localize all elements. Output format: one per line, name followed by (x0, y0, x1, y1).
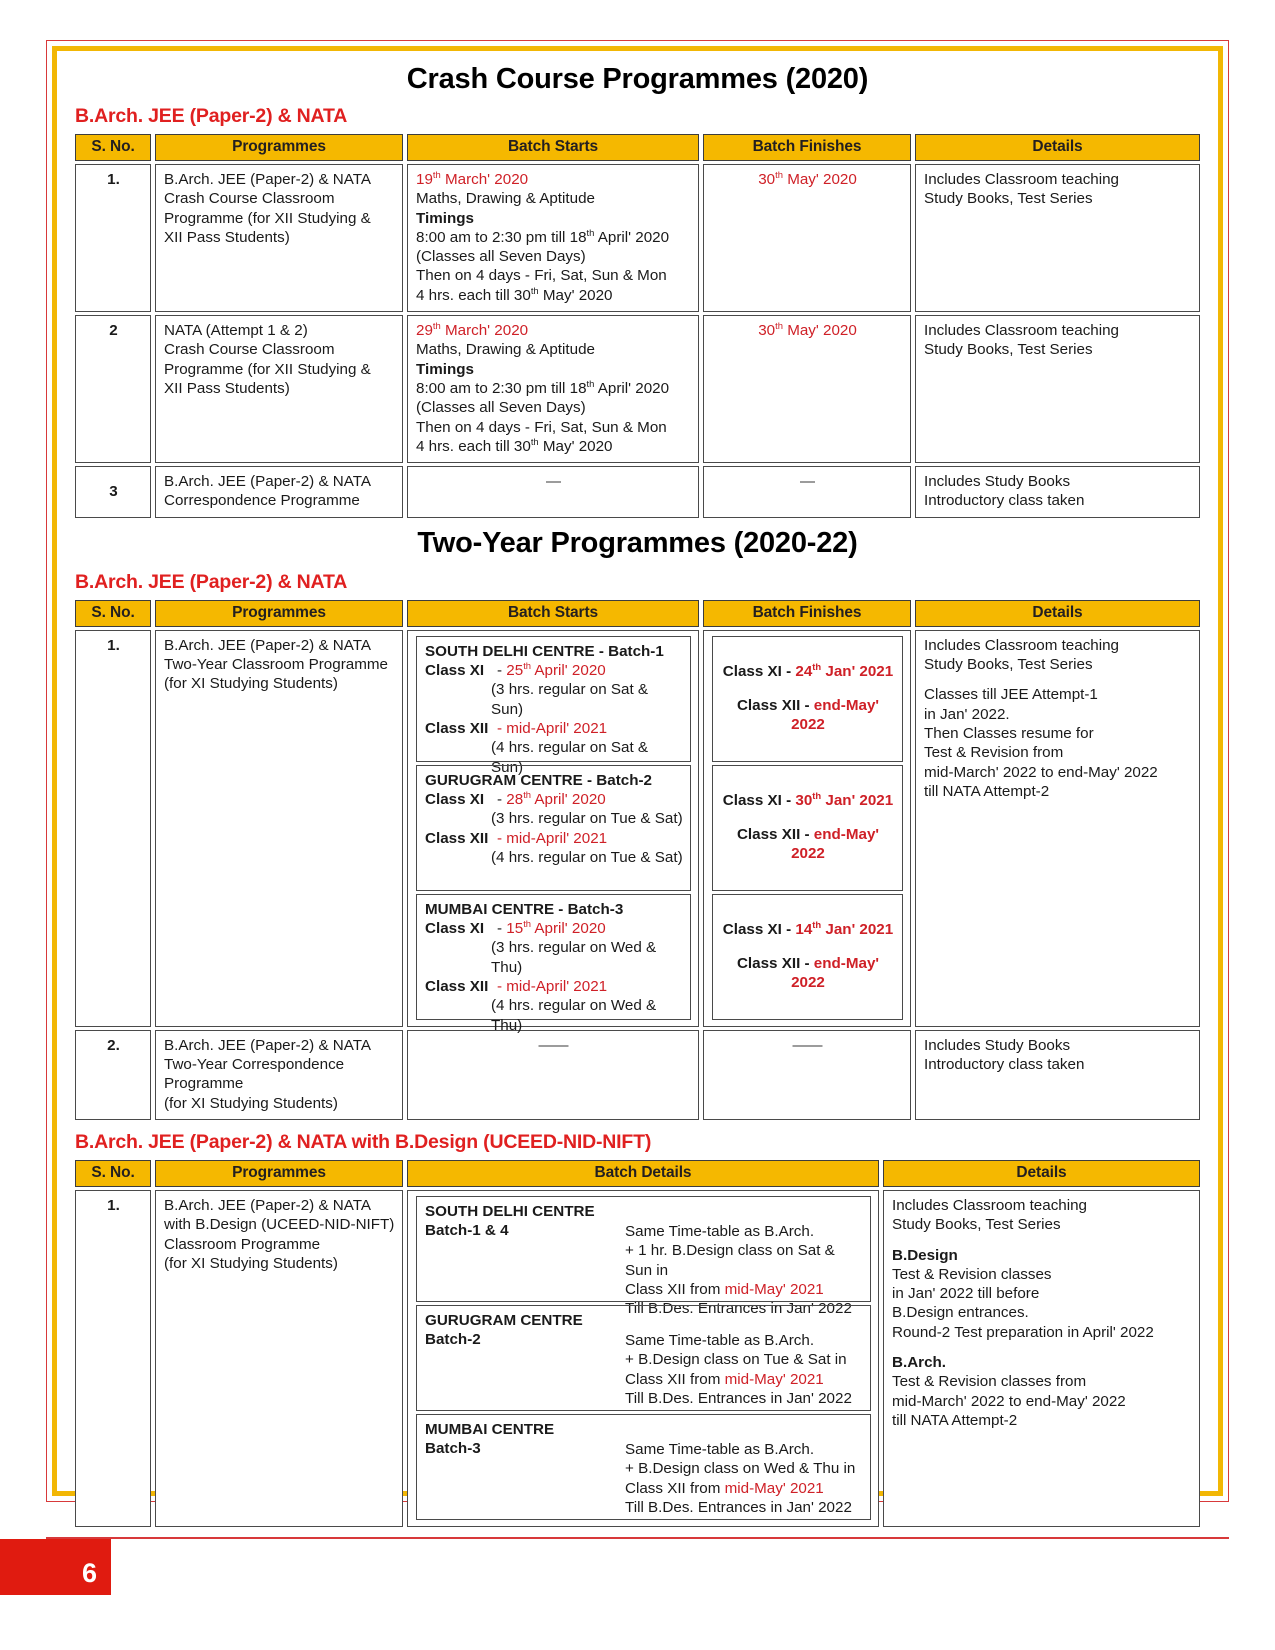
row-details (915, 630, 1200, 1027)
page-border-inner (52, 46, 1223, 1516)
timing-line: (Classes all Seven Days) (416, 399, 586, 417)
bdesign-centre-mumbai (416, 1414, 871, 1520)
details-spacer (924, 674, 1192, 685)
details-line: Classes till JEE Attempt-1 (924, 686, 1098, 704)
two-year-subtitle: B.Arch. JEE (Paper-2) & NATA (75, 570, 348, 593)
finish-label: Class XII - (736, 696, 810, 714)
row-batch-starts (407, 315, 699, 463)
details-line: in Jan' 2022 till before (892, 1285, 1040, 1303)
bdesign-centre-gurugram (416, 1305, 871, 1411)
class-xi-line (425, 790, 683, 809)
row-batch-starts (407, 164, 699, 312)
batch-label: Batch-1 & 4 (425, 1222, 509, 1240)
row-programme (155, 1190, 403, 1527)
batch-finish-date: 30th May' 2020 (758, 320, 857, 340)
details-line: Test & Revision classes (892, 1265, 1052, 1283)
bdesign-right-spacer (625, 1202, 863, 1222)
class-xii-line (425, 719, 683, 738)
bdesign-right-spacer (625, 1311, 863, 1331)
class-date: mid-May' 2021 (724, 1280, 824, 1298)
bdesign-centre-left (425, 1311, 625, 1408)
row-programme (155, 164, 403, 312)
details-line: Includes Study Books (924, 1036, 1071, 1054)
bdesign-line: Same Time-table as B.Arch. (625, 1331, 815, 1349)
centre-block-gurugram (416, 765, 691, 891)
finish-value: 30th Jan' 2021 (795, 790, 894, 810)
class-date: mid-May' 2021 (724, 1370, 824, 1388)
programme-line: Programme (164, 1075, 244, 1093)
finish-xi (721, 662, 895, 681)
class-date: - 28th April' 2020 (497, 788, 606, 809)
finish-xi (721, 791, 895, 810)
centre-heading: MUMBAI CENTRE (425, 1420, 555, 1438)
details-line: Includes Classroom teaching (924, 171, 1120, 188)
row-sno: 3 (75, 466, 151, 518)
timings-label: Timings (416, 360, 474, 378)
row-batch-details (407, 1190, 879, 1527)
class-prefix: Class XII from (625, 1280, 721, 1298)
timing-line: 8:00 am to 2:30 pm till 18th April' 2020 (416, 377, 670, 397)
table-row (75, 1030, 1200, 1120)
bdesign-centre-row (425, 1311, 863, 1408)
bdesign-class-line (625, 1479, 863, 1498)
details-line: in Jan' 2022. (924, 705, 1010, 723)
details-heading-bdesign: B.Design (892, 1246, 958, 1264)
batch-start-date: 19th March' 2020 (416, 168, 529, 188)
timing-line: 4 hrs. each till 30th May' 2020 (416, 284, 613, 304)
programme-line: NATA (Attempt 1 & 2) (164, 322, 308, 340)
class-label: Class XII (425, 977, 489, 995)
finish-xii (721, 954, 895, 993)
batch-label: Batch-2 (425, 1331, 481, 1349)
table-header-row (75, 134, 1200, 161)
programme-line: (for XI Studying Students) (164, 1254, 338, 1272)
empty-dash: —— (538, 1036, 569, 1054)
class-note: (4 hrs. regular on Wed & Thu) (491, 997, 657, 1034)
col-header-programmes: Programmes (155, 134, 403, 161)
finish-value: 14th Jan' 2021 (795, 919, 894, 939)
class-note: (3 hrs. regular on Sat & Sun) (491, 681, 649, 718)
row-batch-starts (407, 466, 699, 518)
two-year-table (71, 597, 1204, 1123)
programme-line: B.Arch. JEE (Paper-2) & NATA (164, 473, 372, 491)
col-header-details: Details (915, 600, 1200, 627)
programme-line: Programme (for XII Studying & (164, 360, 371, 378)
timing-line: Then on 4 days - Fri, Sat, Sun & Mon (416, 418, 667, 436)
page-title-crash-course: Crash Course Programmes (2020) (406, 63, 869, 95)
details-line: Includes Classroom teaching (892, 1196, 1088, 1214)
bdesign-centre-south-delhi (416, 1196, 871, 1318)
row-batch-finishes (703, 164, 911, 312)
programme-line: B.Arch. JEE (Paper-2) & NATA (164, 1036, 372, 1054)
col-header-batch-starts: Batch Starts (407, 600, 699, 627)
row-details (915, 164, 1200, 312)
timing-line: Then on 4 days - Fri, Sat, Sun & Mon (416, 267, 667, 285)
details-spacer (892, 1235, 1192, 1246)
programme-line: Crash Course Classroom (164, 341, 335, 359)
details-line: Introductory class taken (924, 492, 1085, 510)
finish-value: end-May' 2022 (791, 696, 880, 733)
finish-block-south-delhi (712, 636, 903, 762)
row-batch-starts (407, 630, 699, 1034)
centre-heading: MUMBAI CENTRE - Batch-3 (425, 900, 624, 918)
bdesign-centre-row (425, 1420, 863, 1517)
details-line: Introductory class taken (924, 1056, 1085, 1074)
class-label: Class XI (425, 920, 485, 938)
details-line: Then Classes resume for (924, 724, 1094, 742)
footer-divider (46, 1537, 1229, 1539)
programme-line: B.Arch. JEE (Paper-2) & NATA (164, 636, 372, 654)
empty-dash: — (546, 473, 561, 491)
row-programme (155, 1030, 403, 1120)
finish-value: end-May' 2022 (791, 954, 880, 991)
row-sno: 1. (75, 630, 151, 1027)
centre-block-south-delhi (416, 636, 691, 776)
class-date: - mid-April' 2021 (497, 829, 608, 847)
finish-value: 24th Jan' 2021 (795, 661, 894, 681)
details-line: mid-March' 2022 to end-May' 2022 (892, 1392, 1126, 1410)
details-line: till NATA Attempt-2 (892, 1411, 1018, 1429)
class-date: - 15th April' 2020 (497, 917, 606, 938)
finish-xii (721, 825, 895, 864)
batch-subjects: Maths, Drawing & Aptitude (416, 190, 595, 208)
bdesign-centre-right (625, 1420, 863, 1517)
bdesign-line: Till B.Des. Entrances in Jan' 2022 (625, 1498, 852, 1516)
bdesign-centre-left (425, 1202, 625, 1318)
details-line: till NATA Attempt-2 (924, 782, 1050, 800)
details-line: Includes Study Books (924, 473, 1071, 491)
finish-block-gurugram (712, 765, 903, 891)
programme-line: XII Pass Students) (164, 228, 290, 246)
page-number: 6 (81, 1558, 97, 1588)
crash-course-title-row (71, 63, 1204, 101)
finish-label: Class XI - (722, 792, 792, 810)
col-header-details: Details (883, 1160, 1200, 1187)
programme-line: B.Arch. JEE (Paper-2) & NATA (164, 171, 372, 188)
programme-line: Two-Year Classroom Programme (164, 656, 388, 674)
class-note: (4 hrs. regular on Sat & Sun) (491, 739, 649, 776)
bdesign-centre-left (425, 1420, 625, 1517)
row-details (883, 1190, 1200, 1527)
programme-line: (for XI Studying Students) (164, 1094, 338, 1112)
row-batch-starts (407, 1030, 699, 1120)
centre-heading: SOUTH DELHI CENTRE - Batch-1 (425, 642, 664, 660)
bdesign-right-spacer (625, 1420, 863, 1440)
bdesign-centre-right (625, 1311, 863, 1408)
timings-label: Timings (416, 209, 474, 227)
row-programme (155, 630, 403, 1027)
finish-list (712, 636, 903, 1020)
empty-dash: —— (792, 1036, 823, 1054)
programme-line: Crash Course Classroom (164, 190, 335, 208)
centre-list (416, 636, 691, 1034)
programme-line: XII Pass Students) (164, 379, 290, 397)
details-line: Test & Revision classes from (892, 1373, 1087, 1391)
class-note: (3 hrs. regular on Tue & Sat) (491, 810, 683, 828)
row-batch-finishes (703, 1030, 911, 1120)
class-label: Class XI (425, 662, 485, 680)
details-line: B.Design entrances. (892, 1304, 1029, 1322)
details-line: Includes Classroom teaching (924, 322, 1120, 340)
page-border-outer (46, 40, 1229, 1516)
bdesign-line: + 1 hr. B.Design class on Sat & Sun in (625, 1242, 835, 1279)
row-sno: 2 (75, 315, 151, 463)
centre-heading: SOUTH DELHI CENTRE (425, 1202, 595, 1220)
bdesign-class-line (625, 1280, 863, 1299)
row-programme (155, 315, 403, 463)
programme-line: Two-Year Correspondence (164, 1056, 345, 1074)
centre-heading: GURUGRAM CENTRE - Batch-2 (425, 771, 652, 789)
col-header-batch-finishes: Batch Finishes (703, 600, 911, 627)
class-date: - mid-April' 2021 (497, 719, 608, 737)
details-spacer (892, 1342, 1192, 1353)
page-title-two-year: Two-Year Programmes (2020-22) (417, 526, 858, 559)
crash-course-subtitle: B.Arch. JEE (Paper-2) & NATA (75, 105, 348, 127)
class-date: mid-May' 2021 (724, 1479, 824, 1497)
programme-line: (for XI Studying Students) (164, 675, 338, 693)
details-line: Test & Revision from (924, 744, 1064, 762)
page-number-tab (0, 1539, 111, 1595)
row-batch-finishes (703, 630, 911, 1027)
details-line: Includes Classroom teaching (924, 636, 1120, 654)
class-note: (3 hrs. regular on Wed & Thu) (491, 939, 657, 976)
col-header-sno: S. No. (75, 134, 151, 161)
finish-value: end-May' 2022 (791, 825, 880, 862)
class-label: Class XII (425, 719, 489, 737)
bdesign-subtitle: B.Arch. JEE (Paper-2) & NATA with B.Design (UCEED-NID-NIFT) (75, 1130, 652, 1153)
programme-line: B.Arch. JEE (Paper-2) & NATA (164, 1196, 372, 1214)
col-header-programmes: Programmes (155, 1160, 403, 1187)
bdesign-centre-row (425, 1202, 863, 1318)
bdesign-line: Same Time-table as B.Arch. (625, 1222, 815, 1240)
details-line: mid-March' 2022 to end-May' 2022 (924, 763, 1158, 781)
col-header-batch-starts: Batch Starts (407, 134, 699, 161)
row-sno: 1. (75, 164, 151, 312)
timing-line: 8:00 am to 2:30 pm till 18th April' 2020 (416, 226, 670, 246)
col-header-details: Details (915, 134, 1200, 161)
finish-block-mumbai (712, 894, 903, 1020)
row-details (915, 1030, 1200, 1120)
details-heading-barch: B.Arch. (892, 1354, 947, 1372)
col-header-sno: S. No. (75, 600, 151, 627)
row-sno: 1. (75, 1190, 151, 1527)
timing-line: 4 hrs. each till 30th May' 2020 (416, 435, 613, 455)
bdesign-centre-right (625, 1202, 863, 1318)
table-row (75, 164, 1200, 312)
two-year-title-row (71, 527, 1204, 567)
bdesign-line: Till B.Des. Entrances in Jan' 2022 (625, 1389, 852, 1407)
timing-line: (Classes all Seven Days) (416, 248, 586, 266)
row-details (915, 466, 1200, 518)
class-xii-line (425, 977, 683, 996)
finish-xii (721, 696, 895, 735)
batch-start-date: 29th March' 2020 (416, 320, 529, 340)
bdesign-class-line (625, 1370, 863, 1389)
batch-label: Batch-3 (425, 1440, 481, 1458)
centre-block-mumbai (416, 894, 691, 1034)
finish-label: Class XI - (722, 921, 792, 939)
programme-line: Programme (for XII Studying & (164, 209, 371, 227)
class-prefix: Class XII from (625, 1370, 721, 1388)
class-prefix: Class XII from (625, 1479, 721, 1497)
details-line: Study Books, Test Series (924, 341, 1093, 359)
class-xi-line (425, 661, 683, 680)
table-row (75, 466, 1200, 518)
class-xii-line (425, 829, 683, 848)
finish-label: Class XII - (736, 954, 810, 972)
row-details (915, 315, 1200, 463)
col-header-programmes: Programmes (155, 600, 403, 627)
programme-line: with B.Design (UCEED-NID-NIFT) (164, 1216, 395, 1234)
batch-subjects: Maths, Drawing & Aptitude (416, 341, 595, 359)
bdesign-line: Till B.Des. Entrances in Jan' 2022 (625, 1300, 852, 1318)
row-sno: 2. (75, 1030, 151, 1120)
col-header-batch-finishes: Batch Finishes (703, 134, 911, 161)
details-line: Round-2 Test preparation in April' 2022 (892, 1323, 1154, 1341)
finish-label: Class XII - (736, 825, 810, 843)
row-batch-finishes (703, 315, 911, 463)
class-label: Class XI (425, 791, 485, 809)
bdesign-line: + B.Design class on Wed & Thu in (625, 1460, 856, 1478)
class-xi-line (425, 919, 683, 938)
details-line: Study Books, Test Series (892, 1216, 1061, 1234)
table-row (75, 630, 1200, 1027)
centre-heading: GURUGRAM CENTRE (425, 1311, 583, 1329)
finish-label: Class XI - (722, 663, 792, 681)
bdesign-table (71, 1157, 1204, 1530)
bdesign-line: + B.Design class on Tue & Sat in (625, 1351, 847, 1369)
row-programme (155, 466, 403, 518)
details-line: Study Books, Test Series (924, 190, 1093, 208)
col-header-batch-details: Batch Details (407, 1160, 879, 1187)
class-date: - 25th April' 2020 (497, 659, 606, 680)
programme-line: Correspondence Programme (164, 492, 360, 510)
bdesign-centre-list (416, 1196, 871, 1520)
class-note: (4 hrs. regular on Tue & Sat) (491, 848, 683, 866)
col-header-sno: S. No. (75, 1160, 151, 1187)
bdesign-line: Same Time-table as B.Arch. (625, 1440, 815, 1458)
empty-dash: — (800, 473, 815, 491)
table-header-row (75, 1160, 1200, 1187)
row-batch-finishes (703, 466, 911, 518)
class-date: - mid-April' 2021 (497, 977, 608, 995)
class-label: Class XII (425, 829, 489, 847)
table-row (75, 315, 1200, 463)
table-header-row (75, 600, 1200, 627)
batch-finish-date: 30th May' 2020 (758, 168, 857, 188)
programme-line: Classroom Programme (164, 1235, 321, 1253)
finish-xi (721, 920, 895, 939)
crash-course-table (71, 131, 1204, 521)
details-line: Study Books, Test Series (924, 656, 1093, 674)
table-row (75, 1190, 1200, 1527)
